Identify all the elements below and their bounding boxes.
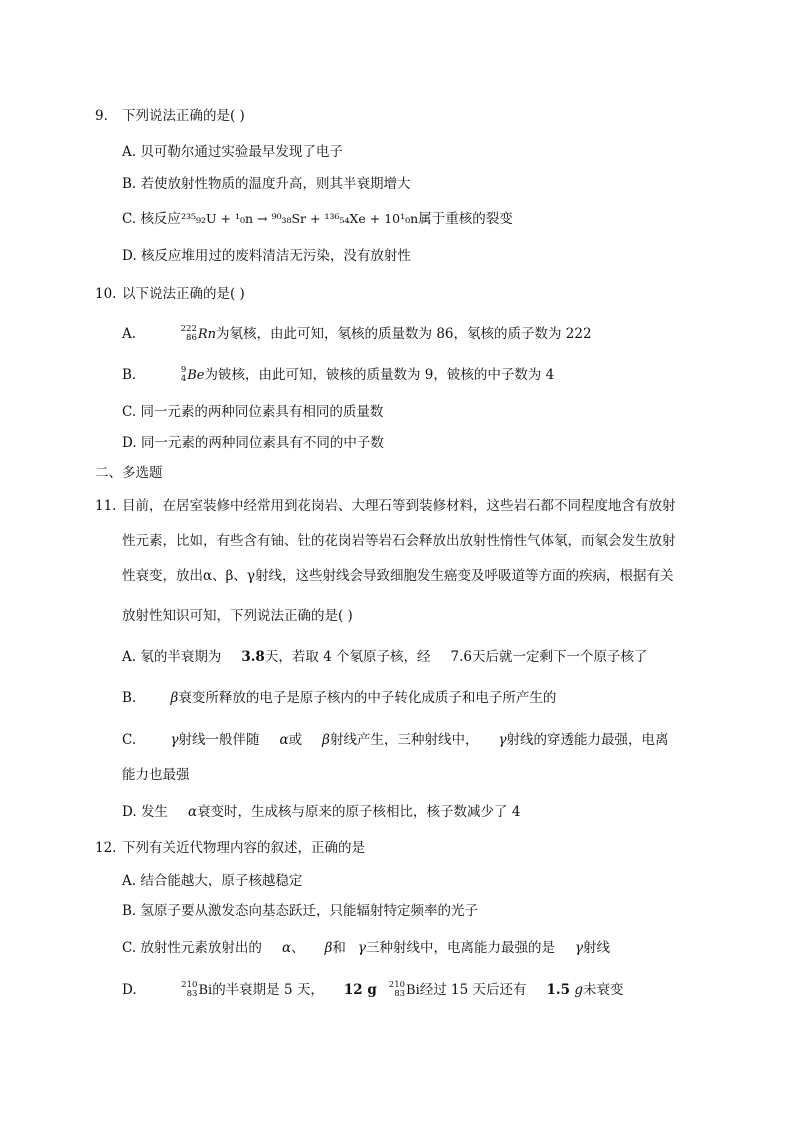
value-3-8: 3.8 — [241, 649, 265, 665]
option-label: A. — [122, 649, 137, 665]
question-11-stem-line-1: 目前，在居室装修中经常用到花岗岩、大理石等到装修材料，这些岩石都不同程度地含有放射 — [122, 498, 676, 514]
option-label: B. — [122, 903, 137, 919]
option-label: A. — [122, 326, 137, 342]
question-11-stem-line-3: 性衰变，放出α、β、γ射线，这些射线会导致细胞发生癌变及呼吸道等方面的疾病，根据有关 — [122, 568, 674, 584]
isotope-rn: 222 86 Rn — [180, 324, 217, 343]
option-label: D. — [122, 435, 137, 451]
alpha-symbol: α — [281, 940, 292, 956]
option-label: C. — [122, 211, 137, 227]
option-label: B. — [122, 367, 137, 383]
option-text: 贝可勒尔通过实验最早发现了电子 — [140, 144, 343, 160]
q9-option-c[interactable] — [122, 209, 513, 229]
option-text: 结合能越大，原子核越稳定 — [140, 873, 303, 889]
q9-option-b[interactable] — [122, 174, 411, 194]
beta-symbol: β — [324, 940, 333, 956]
section-title: 二、多选题 — [95, 465, 163, 481]
q12-option-d[interactable]: D. 210 83 Bi的半衰期是 5 天， 12 g 210 83 Bi经过 15 天后还有 1.5 g未衰变 — [122, 980, 624, 999]
alpha-symbol: α — [279, 732, 289, 748]
q10-option-d[interactable] — [122, 433, 384, 453]
beta-symbol: β — [170, 690, 179, 706]
option-label: D. — [122, 248, 137, 264]
q10-option-b[interactable] — [122, 365, 554, 386]
isotope-bi: 210 83 Bi — [181, 980, 213, 999]
value-7-6: 7.6 — [450, 649, 472, 665]
q9-option-d[interactable] — [122, 246, 411, 266]
question-10-number: 10. — [95, 286, 117, 302]
question-9-number: 9. — [95, 108, 108, 124]
gamma-symbol: γ — [498, 732, 507, 748]
q11-option-c[interactable]: C. γ射线一般伴随 α或 β射线产生，三种射线中， γ射线的穿透能力最强，电离 — [122, 732, 669, 748]
q10-option-a[interactable] — [122, 324, 592, 345]
question-9-stem: 下列说法正确的是( ) — [122, 108, 245, 124]
option-label: A. — [122, 873, 137, 889]
option-prefix: 核反应 — [140, 211, 181, 227]
reaction-formula: ²³⁵₉₂U + ¹₀n → ⁹⁰₃₈Sr + ¹³⁶₅₄Xe + 10¹₀n — [180, 211, 419, 226]
question-12-number: 12. — [95, 840, 117, 856]
question-11-stem-line-2: 性元素，比如，有些含有铀、钍的花岗岩等岩石会释放出放射性惰性气体氡，而氡会发生放射 — [122, 533, 676, 549]
option-label: D. — [122, 982, 137, 998]
option-label: C. — [122, 940, 137, 956]
mass-1-5: 1.5 — [546, 982, 571, 998]
question-10-stem: 以下说法正确的是( ) — [122, 286, 245, 302]
option-label: B. — [122, 176, 137, 192]
beta-symbol: β — [322, 732, 330, 748]
alpha-symbol: α — [187, 804, 198, 820]
option-text: 同一元素的两种同位素具有不同的中子数 — [140, 435, 384, 451]
q11-option-a[interactable]: A. 氡的半衰期为 3.8天，若取 4 个氡原子核，经 7.6天后就一定剩下一个原子核了 — [122, 649, 648, 665]
gamma-symbol: γ — [574, 940, 584, 956]
option-text: 核反应堆用过的废料清洁无污染，没有放射性 — [140, 248, 411, 264]
option-label: B. — [122, 690, 137, 706]
q9-option-a[interactable] — [122, 142, 343, 162]
q12-option-a[interactable] — [122, 871, 302, 891]
gamma-symbol: γ — [357, 940, 366, 956]
unit-g: g — [574, 982, 583, 998]
option-text: 氢原子要从激发态向基态跃迁，只能辐射特定频率的光子 — [140, 903, 479, 919]
option-suffix: 属于重核的裂变 — [418, 211, 513, 227]
q10-option-c[interactable] — [122, 402, 383, 422]
q12-option-b[interactable] — [122, 901, 478, 921]
q11-option-d[interactable]: D. 发生 α衰变时，生成核与原来的原子核相比，核子数减少了 4 — [122, 804, 521, 820]
question-12-stem: 下列有关近代物理内容的叙述，正确的是 — [122, 840, 365, 856]
option-text: 同一元素的两种同位素具有相同的质量数 — [140, 404, 384, 420]
q11-option-c-line-2: 能力也最强 — [122, 767, 190, 783]
option-text: 若使放射性物质的温度升高，则其半衰期增大 — [140, 176, 411, 192]
q11-option-b[interactable]: B. β衰变所释放的电子是原子核内的中子转化成质子和电子所产生的 — [122, 690, 557, 706]
question-11-stem-line-4: 放射性知识可知，下列说法正确的是( ) — [122, 608, 353, 624]
isotope-bi: 210 83 Bi — [388, 980, 420, 999]
option-text: 为铍核，由此可知，铍核的质量数为 9，铍核的中子数为 4 — [204, 367, 555, 383]
mass-12g: 12 g — [343, 982, 377, 998]
option-label: D. — [122, 804, 137, 820]
option-label: C. — [122, 404, 137, 420]
option-text: 为氡核，由此可知，氡核的质量数为 86，氡核的质子数为 222 — [216, 326, 592, 342]
q12-option-c[interactable]: C. 放射性元素放射出的 α、 β和 γ三种射线中，电离能力最强的是 γ射线 — [122, 940, 611, 956]
option-label: A. — [122, 144, 137, 160]
gamma-symbol: γ — [170, 732, 179, 748]
isotope-be: 9 4 Be — [180, 365, 205, 384]
question-11-number: 11. — [95, 498, 117, 514]
option-label: C. — [122, 732, 137, 748]
